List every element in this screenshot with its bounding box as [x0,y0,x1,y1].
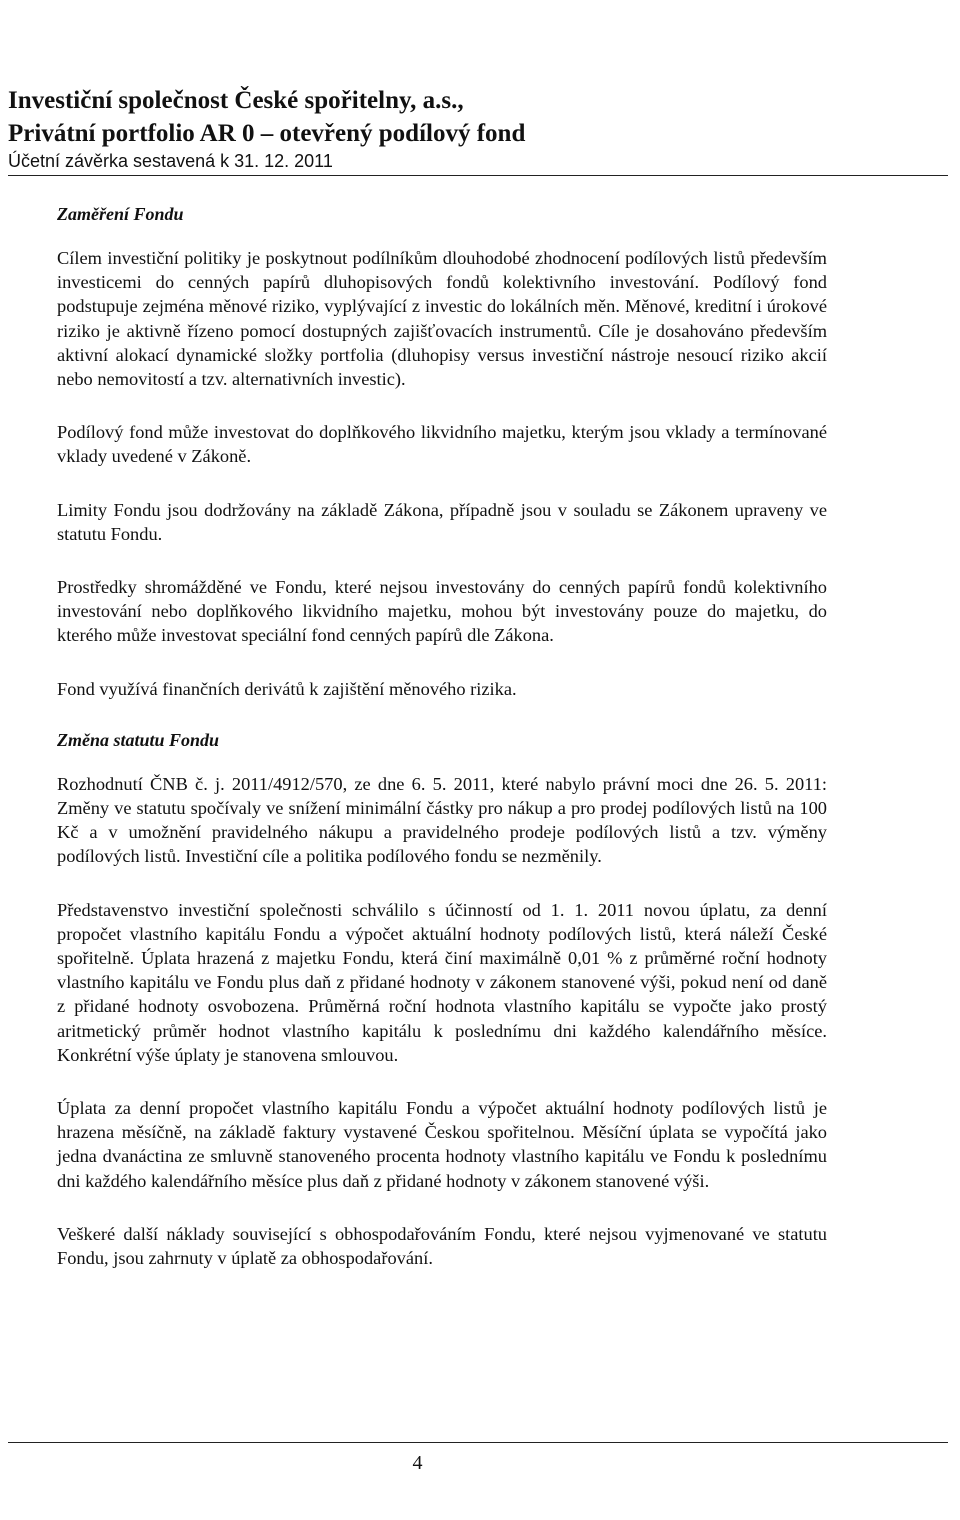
document-body [57,200,827,1299]
fund-name: Privátní portfolio AR 0 – otevřený podílový fond [8,120,526,147]
footer-divider [8,1442,948,1443]
section-title-statute-change: Změna statutu Fondu [57,729,220,750]
company-name: Investiční společnost České spořitelny, a.s., [8,87,464,114]
paragraph: Představenstvo investiční společnosti schválilo s účinností od 1. 1. 2011 novou úplatu, za denní propočet vlastního kapitálu Fondu a výpočet aktuální hodnoty podílových listů, která náleží České spořitelně. Úplata hrazená z majetku Fondu, která činí maximálně 0,01 % z průměrné roční hodnoty vlastního kapitálu ve Fondu plus daň z přidané hodnoty v zákonem stanovené výši, pokud není od daně z přidané hodnoty osvobozena. Průměrná roční hodnota vlastního kapitálu se vypočte jako prostý aritmetický průměr hodnot vlastního kapitálu k poslednímu dni každého kalendářního měsíce. Konkrétní výše úplaty je stanovena smlouvou. [57,899,827,1065]
paragraph: Cílem investiční politiky je poskytnout podílníkům dlouhodobé zhodnocení podílových listů především investicemi do cenných papírů dluhopisových fondů kolektivního investování. Podílový fond podstupuje zejména měnové riziko, vyplývající z investic do lokálních měn. Měnové, kreditní i úrokové riziko je aktivně řízeno pomocí dostupných zajišťovacích instrumentů. Cíle je dosahováno především aktivní alokací dynamické složky portfolia (dluhopisy versus investiční nástroje nesoucí riziko akcií nebo nemovitostí a tzv. alternativních investic). [57,248,827,390]
paragraph: Prostředky shromážděné ve Fondu, které nejsou investovány do cenných papírů fondů kolektivního investování nebo doplňkového likvidního majetku, mohou být investovány pouze do majetku, do kterého může investovat speciální fond cenných papírů dle Zákona. [57,577,827,646]
paragraph: Podílový fond může investovat do doplňkového likvidního majetku, kterým jsou vklady a termínované vklady uvedené v Zákoně. [57,422,827,467]
statement-subtitle: Účetní závěrka sestavená k 31. 12. 2011 [8,151,333,171]
section-title-fund-focus: Zaměření Fondu [57,204,184,224]
paragraph: Rozhodnutí ČNB č. j. 2011/4912/570, ze dne 6. 5. 2011, které nabylo právní moci dne 26. 5. 2011: Změny ve statutu spočívaly ve snížení minimální částky pro nákup a pro prodej podílových listů na 100 Kč a v umožnění pravidelného nákupu a pravidelného prodeje podílových listů a tzv. výměny podílových listů. Investiční cíle a politika podílového fondu se nezměnily. [57,773,827,867]
paragraph: Fond využívá finančních derivátů k zajištění měnového rizika. [57,678,517,699]
paragraph: Veškeré další náklady související s obhospodařováním Fondu, které nejsou vyjmenované ve statutu Fondu, jsou zahrnuty v úplatě za obhospodařování. [57,1223,827,1269]
paragraph: Úplata za denní propočet vlastního kapitálu Fondu a výpočet aktuální hodnoty podílových listů je hrazena měsíčně, na základě faktury vystavené Českou spořitelnou. Měsíční úplata se vypočítá jako jedna dvanáctina ze smluvně stanoveného procenta hodnoty vlastního kapitálu ve Fondu k poslednímu dni každého kalendářního měsíce plus daň z přidané hodnoty v zákonem stanovené výši. [57,1098,827,1191]
paragraph: Limity Fondu jsou dodržovány na základě Zákona, případně jsou v souladu se Zákonem upraveny ve statutu Fondu. [57,499,827,544]
document-header [8,84,948,172]
page-number: 4 [412,1452,423,1474]
header-divider [8,175,948,176]
